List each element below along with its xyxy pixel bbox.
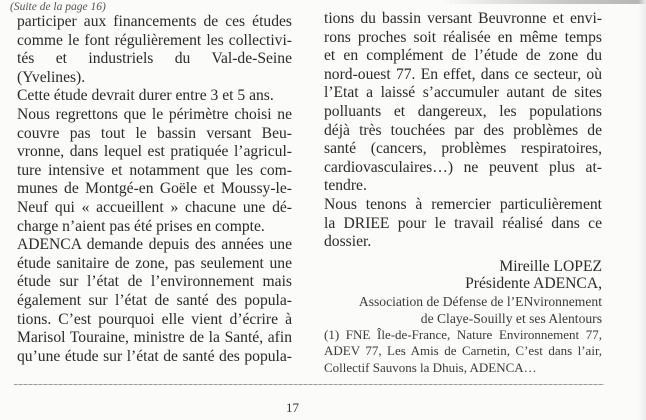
text-line: Cette étude devrait durer entre 3 et 5 ans. <box>17 87 274 105</box>
text-line: étude sanitaire de zone, pas seulement une <box>17 254 292 272</box>
text-line: l’Etat a laissé s’accumuler autant de sites <box>324 84 602 102</box>
association-name-line1: Association de Défense de l’ENvironnement <box>358 293 602 309</box>
text-line: (Yvelines). <box>17 68 86 86</box>
text-line: ture intensive et notamment que les com- <box>17 161 292 179</box>
text-line: ADENCA demande depuis des années une <box>17 236 292 254</box>
text-line: munes de Montgé-en Goële et Moussy-le- <box>17 180 292 198</box>
text-line: qu’une étude sur l’état de santé des popula- <box>17 347 292 365</box>
text-line: tés et industriels du Val-de-Seine <box>17 50 292 68</box>
text-line: comme le font régulièrement les collectivi- <box>17 31 292 49</box>
signature-name: Mireille LOPEZ <box>499 257 602 275</box>
text-line: tions du bassin versant Beuvronne et envi- <box>324 10 602 27</box>
text-line: charge n’aient pas été prises en compte. <box>17 217 265 235</box>
footnote-line: (1) FNE Île-de-France, Nature Environnement 77, <box>324 326 602 342</box>
text-line: Nous tenons à remercier particulièrement <box>324 195 602 213</box>
text-line: rons proches soit réalisée en même temps <box>324 28 602 46</box>
scan-edge <box>638 0 646 420</box>
text-line: également sur l’état de santé des popula- <box>17 291 292 309</box>
scan-shadow <box>440 0 646 4</box>
association-name-line2: de Claye-Souilly et ses Alentours <box>420 310 602 326</box>
page-number: 17 <box>286 400 299 415</box>
text-line: tions. C’est pourquoi elle vient d’écrire à <box>17 310 292 328</box>
text-line: cardiovasculaires…) ne peuvent plus at- <box>324 158 602 176</box>
text-line: étude sur l’état de l’environnement mais <box>17 273 292 291</box>
text-line: participer aux financements de ces études <box>17 13 292 30</box>
left-column <box>17 13 292 366</box>
text-line: dossier. <box>324 233 372 251</box>
text-line: Neuf qui « accueillent » chacune une dé- <box>17 198 292 216</box>
signature-title: Présidente ADENCA, <box>465 275 602 293</box>
text-line: vronne, dans lequel est pratiquée l’agricul- <box>17 143 292 161</box>
text-line: tendre. <box>324 177 367 195</box>
text-line: la DRIEE pour le travail réalisé dans ce <box>324 214 602 232</box>
text-line: Marisol Touraine, ministre de la Santé, afin <box>17 329 292 347</box>
text-line: couvre pas tout le bassin versant Beu- <box>17 124 292 142</box>
text-line: déjà très touchées par des problèmes de <box>324 121 602 139</box>
footnote-line: ADEV 77, Les Amis de Carnetin, C’est dans l’air, <box>324 343 602 359</box>
text-line: polluants et dangereux, les populations <box>324 102 602 120</box>
text-line: nord-ouest 77. En effet, dans ce secteur, où <box>324 65 602 83</box>
footer-rule <box>14 384 604 385</box>
footnote-line: Collectif Sauvons la Dhuis, ADENCA… <box>324 359 537 375</box>
text-line: santé (cancers, problèmes respiratoires, <box>324 140 602 158</box>
continued-from-note: (Suite de la page 16) <box>10 1 106 13</box>
text-line: et en complément de l’étude de zone du <box>324 47 602 65</box>
text-line: Nous regrettons que le périmètre choisi ne <box>17 105 292 123</box>
footnote <box>324 327 602 377</box>
signature-block <box>324 258 602 327</box>
right-column <box>324 10 602 377</box>
